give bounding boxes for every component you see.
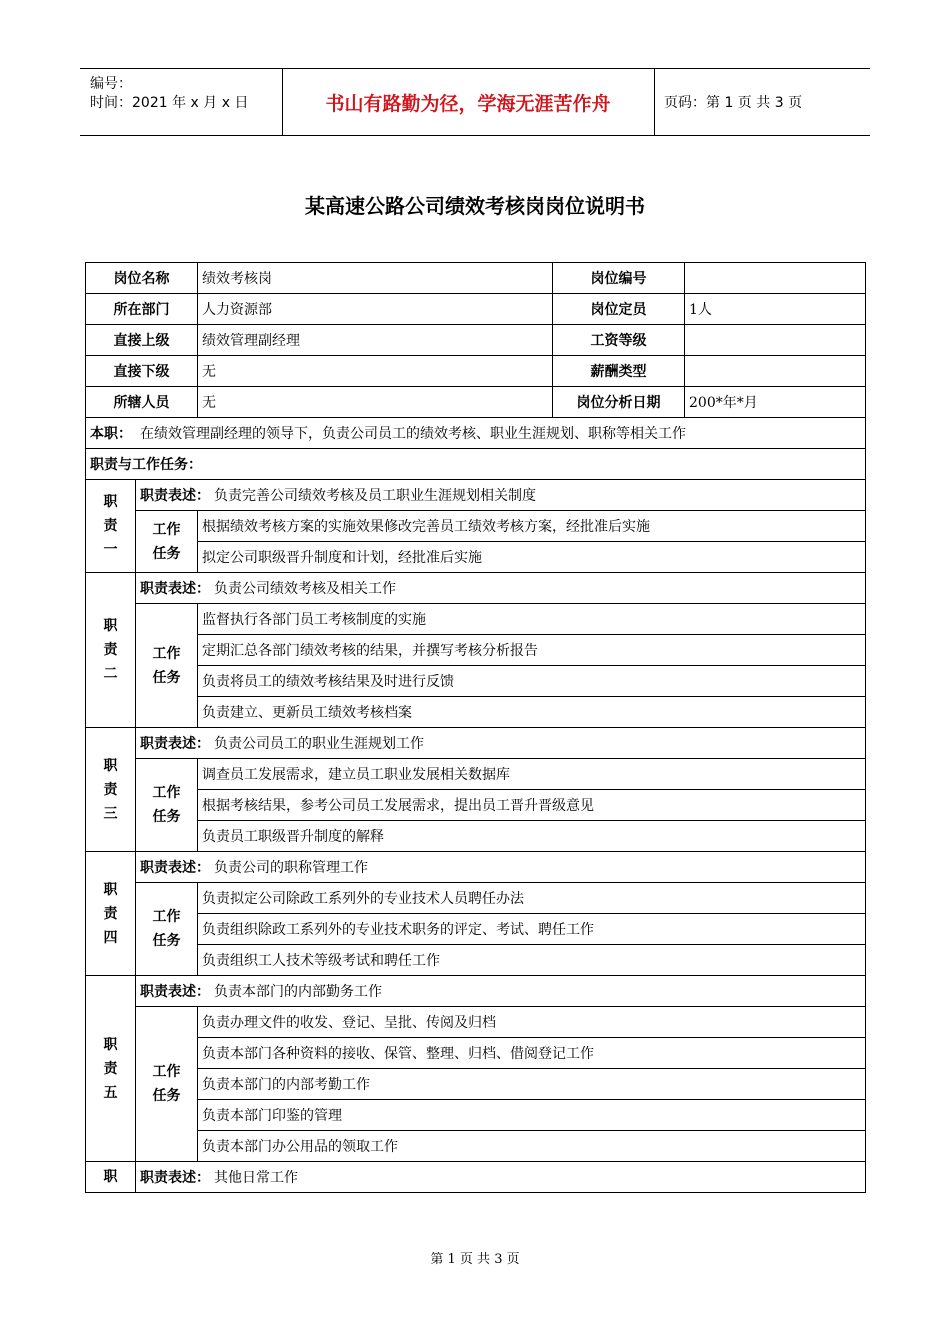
work-label-char: 工作: [152, 1064, 181, 1080]
task-item: 负责组织工人技术等级考试和聘任工作: [198, 945, 866, 976]
task-item: 负责本部门各种资料的接收、保管、整理、归档、借阅登记工作: [198, 1038, 866, 1069]
task-row: [86, 1069, 866, 1100]
task-item: 负责拟定公司除政工系列外的专业技术人员聘任办法: [198, 883, 866, 914]
job-description-table: [85, 262, 866, 1193]
duty-label-char: 责: [103, 518, 118, 534]
duty-statement-row: [86, 728, 866, 759]
work-label-char: 工作: [152, 645, 181, 662]
statement-label: 职责表述：: [140, 984, 210, 1000]
benzhi-label: 本职：: [90, 426, 132, 442]
duty-statement-row: [86, 1162, 866, 1193]
header-motto-cell: [282, 69, 655, 135]
statement-label: 职责表述：: [140, 1170, 210, 1186]
statement-label: 职责表述：: [140, 736, 210, 752]
info-row: [86, 294, 866, 325]
task-row: [86, 511, 866, 542]
work-label-char: 工作: [152, 785, 181, 801]
field-value: [685, 325, 866, 356]
task-row: [86, 604, 866, 635]
task-item: 监督执行各部门员工考核制度的实施: [198, 604, 866, 635]
duty-statement: [136, 976, 866, 1007]
task-row: [86, 821, 866, 852]
field-value: 人力资源部: [198, 294, 553, 325]
field-label: 薪酬类型: [553, 356, 685, 387]
field-label: 岗位定员: [553, 294, 685, 325]
duty-statement: [136, 852, 866, 883]
work-label-char: 任务: [152, 1088, 181, 1104]
field-value: 200*年*月: [685, 387, 866, 418]
statement-text: 负责公司绩效考核及相关工作: [214, 581, 396, 597]
duty-statement: [136, 1162, 866, 1193]
task-item: 定期汇总各部门绩效考核的结果，并撰写考核分析报告: [198, 635, 866, 666]
work-label-char: 工作: [152, 909, 181, 925]
time-label: 时间：2021 年 x 月 x 日: [90, 95, 249, 111]
duty-label-char: 五: [103, 1084, 118, 1101]
task-row: [86, 666, 866, 697]
work-label-char: 任务: [152, 933, 181, 949]
task-item: 负责办理文件的收发、登记、呈批、传阅及归档: [198, 1007, 866, 1038]
duty-section-label: 职: [86, 1162, 136, 1193]
task-row: [86, 635, 866, 666]
task-item: 负责本部门印鉴的管理: [198, 1100, 866, 1131]
statement-label: 职责表述：: [140, 581, 210, 597]
task-item: 拟定公司职级晋升制度和计划，经批准后实施: [198, 542, 866, 573]
duty-section-label: [86, 852, 136, 976]
info-row: [86, 387, 866, 418]
duty-label-char: 责: [103, 642, 118, 658]
work-task-label: [136, 759, 198, 852]
field-value: 无: [198, 356, 553, 387]
page-header: [80, 68, 870, 136]
field-value: 无: [198, 387, 553, 418]
statement-text: 负责本部门的内部勤务工作: [214, 984, 382, 1000]
task-row: [86, 883, 866, 914]
work-task-label: [136, 1007, 198, 1162]
duty-label-char: 职: [103, 618, 118, 634]
task-item: 负责组织除政工系列外的专业技术职务的评定、考试、聘任工作: [198, 914, 866, 945]
task-row: [86, 1038, 866, 1069]
field-value: 1人: [685, 294, 866, 325]
duty-label-char: 责: [103, 1060, 118, 1077]
task-item: 负责将员工的绩效考核结果及时进行反馈: [198, 666, 866, 697]
task-item: 负责员工职级晋升制度的解释: [198, 821, 866, 852]
task-row: [86, 914, 866, 945]
duty-label-char: 职: [103, 757, 118, 774]
work-label-char: 任务: [152, 809, 181, 825]
task-row: [86, 790, 866, 821]
field-label: 所在部门: [86, 294, 198, 325]
field-value: [685, 263, 866, 294]
field-label: 岗位编号: [553, 263, 685, 294]
work-task-label: [136, 604, 198, 728]
work-label-char: 工作: [152, 521, 181, 538]
duty-label-char: 职: [103, 494, 118, 510]
benzhi-cell: [86, 418, 866, 449]
statement-text: 其他日常工作: [214, 1170, 298, 1186]
task-row: [86, 542, 866, 573]
duty-label-char: 职: [103, 881, 118, 898]
page-info: 页码：第 1 页 共 3 页: [664, 95, 803, 111]
duty-statement-row: [86, 852, 866, 883]
duty-label-char: 三: [103, 805, 118, 822]
task-row: [86, 1131, 866, 1162]
duty-statement: [136, 573, 866, 604]
duty-label-char: 四: [103, 929, 118, 946]
task-item: 负责本部门办公用品的领取工作: [198, 1131, 866, 1162]
benzhi-row: [86, 418, 866, 449]
duties-heading-row: [86, 449, 866, 480]
info-row: [86, 325, 866, 356]
task-row: [86, 759, 866, 790]
task-row: [86, 697, 866, 728]
statement-label: 职责表述：: [140, 860, 210, 876]
duty-label-char: 一: [103, 542, 118, 558]
duty-label-char: 责: [103, 781, 118, 798]
task-item: 根据绩效考核方案的实施效果修改完善员工绩效考核方案，经批准后实施: [198, 511, 866, 542]
duties-heading: 职责与工作任务：: [86, 449, 866, 480]
motto: 书山有路勤为径，学海无涯苦作舟: [325, 92, 611, 115]
duty-section-label: [86, 480, 136, 573]
field-value: 绩效考核岗: [198, 263, 553, 294]
duty-statement-row: [86, 573, 866, 604]
header-page-cell: [654, 69, 870, 135]
info-row: [86, 356, 866, 387]
task-item: 根据考核结果，参考公司员工发展需求，提出员工晋升晋级意见: [198, 790, 866, 821]
info-row: [86, 263, 866, 294]
field-value: 绩效管理副经理: [198, 325, 553, 356]
field-value: [685, 356, 866, 387]
field-label: 岗位名称: [86, 263, 198, 294]
duty-section-label: [86, 573, 136, 728]
task-row: [86, 1007, 866, 1038]
work-task-label: [136, 511, 198, 573]
duty-statement: [136, 480, 866, 511]
duty-statement-row: [86, 976, 866, 1007]
page-footer: 第 1 页 共 3 页: [430, 1252, 520, 1267]
number-label: 编号：: [90, 76, 132, 92]
duty-section-label: [86, 976, 136, 1162]
benzhi-text: 在绩效管理副经理的领导下，负责公司员工的绩效考核、职业生涯规划、职称等相关工作: [140, 426, 686, 442]
duty-label-char: 职: [103, 1036, 118, 1053]
statement-text: 负责完善公司绩效考核及员工职业生涯规划相关制度: [214, 488, 536, 504]
field-label: 直接上级: [86, 325, 198, 356]
field-label: 所辖人员: [86, 387, 198, 418]
duty-label-char: 二: [103, 666, 118, 682]
duty-section-label: [86, 728, 136, 852]
header-meta-cell: [80, 69, 283, 135]
duty-statement: [136, 728, 866, 759]
field-label: 岗位分析日期: [553, 387, 685, 418]
task-row: [86, 1100, 866, 1131]
work-task-label: [136, 883, 198, 976]
statement-text: 负责公司员工的职业生涯规划工作: [214, 736, 424, 752]
statement-label: 职责表述：: [140, 488, 210, 504]
task-item: 调查员工发展需求，建立员工职业发展相关数据库: [198, 759, 866, 790]
statement-text: 负责公司的职称管理工作: [214, 860, 368, 876]
task-item: 负责本部门的内部考勤工作: [198, 1069, 866, 1100]
duty-statement-row: [86, 480, 866, 511]
duty-label-char: 责: [103, 905, 118, 922]
field-label: 直接下级: [86, 356, 198, 387]
field-label: 工资等级: [553, 325, 685, 356]
work-label-char: 任务: [152, 669, 181, 686]
task-item: 负责建立、更新员工绩效考核档案: [198, 697, 866, 728]
task-row: [86, 945, 866, 976]
document-title: 某高速公路公司绩效考核岗岗位说明书: [305, 194, 645, 218]
work-label-char: 任务: [152, 545, 181, 562]
